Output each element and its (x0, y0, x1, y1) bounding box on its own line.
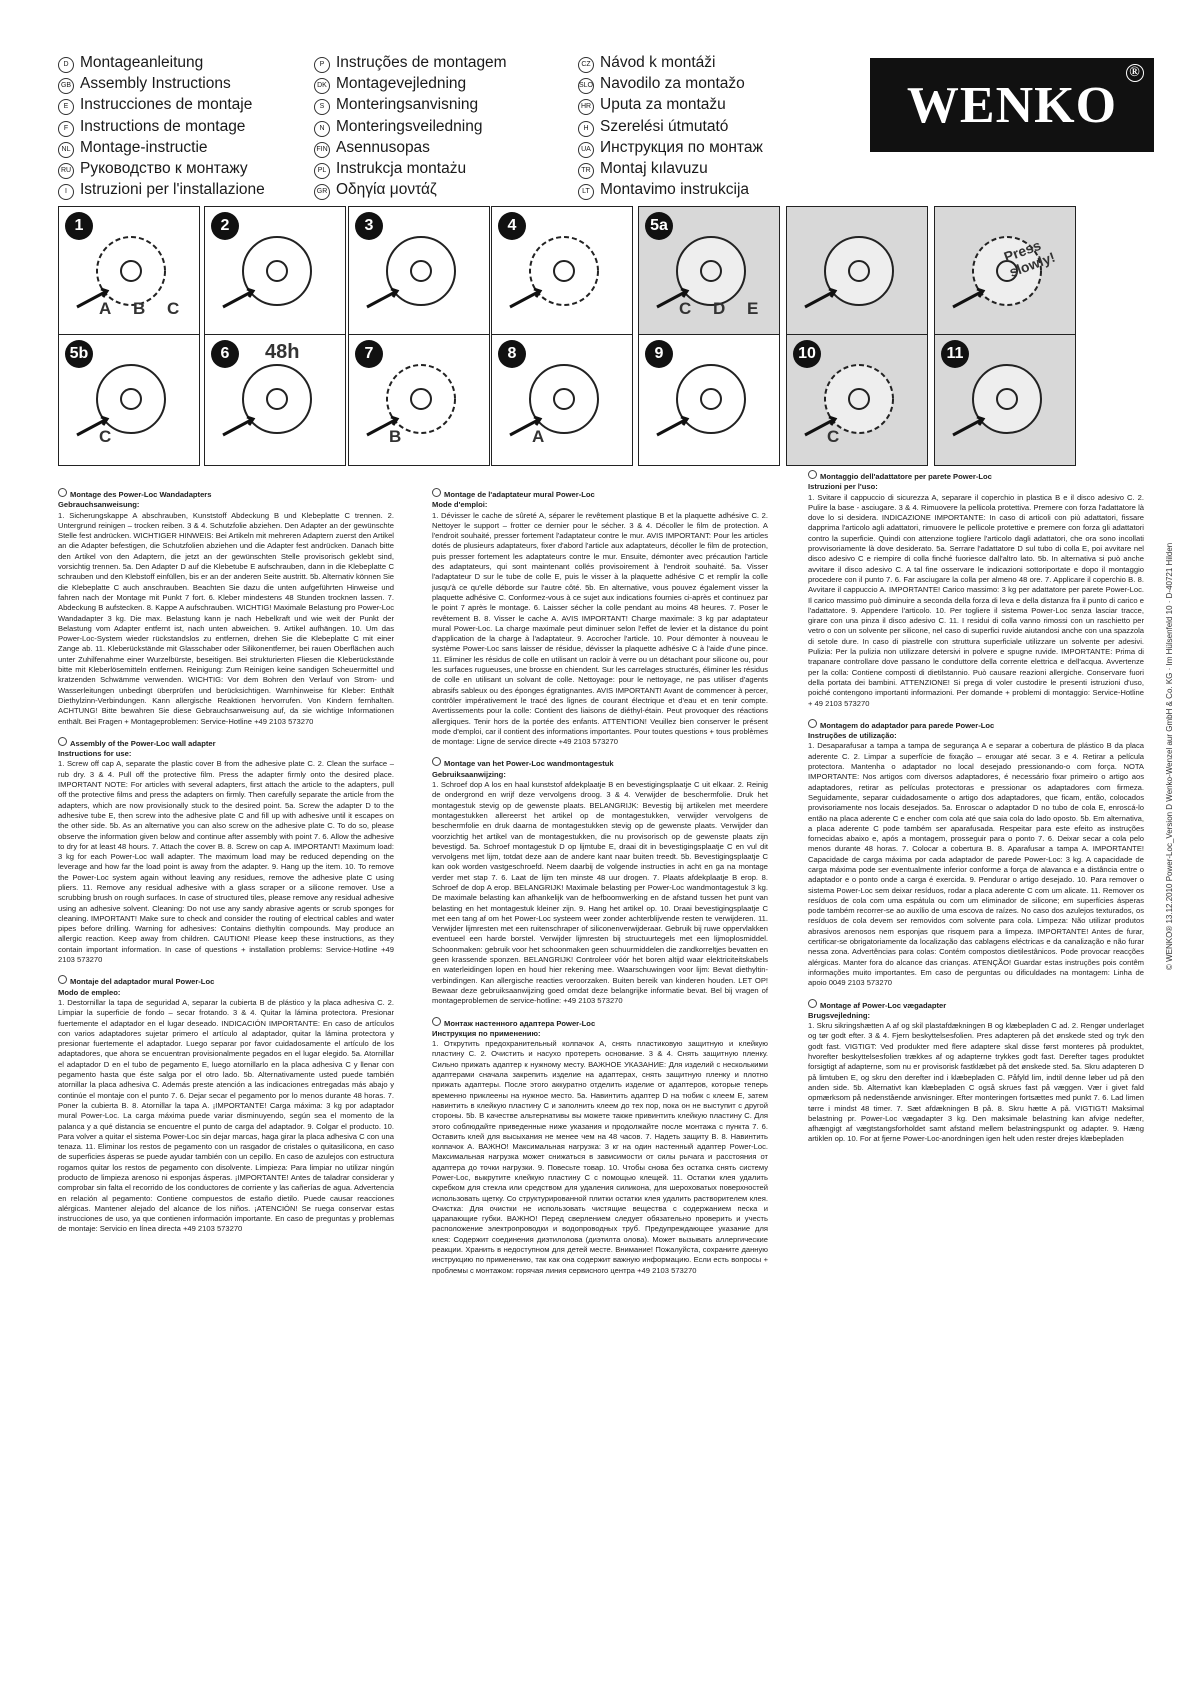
language-label: Monteringsanvisning (336, 96, 479, 114)
step-part-label: D (713, 299, 726, 318)
language-label: Montavimo instrukcija (600, 181, 750, 199)
language-label: Οδηγία μοντάζ (336, 181, 437, 199)
adapter-disc-shape (97, 237, 165, 305)
language-code-badge: LT (578, 184, 594, 200)
adapter-disc-shape (530, 365, 598, 433)
language-label: Návod k montáži (600, 54, 716, 71)
language-label: Navodilo za montažo (600, 75, 745, 93)
section-pt-title: Montagem do adaptador para parede Power-Loc (820, 720, 995, 730)
language-list-col3 (578, 52, 763, 200)
language-label: Asennusopas (336, 138, 430, 156)
step-illustration (934, 334, 1076, 466)
section-nl-subtitle: Gebruiksaanwijzing: (432, 769, 506, 779)
step-part-label: B (133, 299, 146, 318)
section-ru-subtitle: Инструкция по применению: (432, 1028, 541, 1038)
section-de-body: 1. Sicherungskappe A abschrauben, Kunststoff Abdeckung B und Klebeplatte C trennen. 2. Untergrund reinigen – trocken reiben. 3 & 4. Schutzfolie abziehen. Den Adapter an der gewünschte Stelle fest andrücken. WICHTIGER HINWEIS: Bei Artikeln mit mehreren Adaptern zuerst den Artikel an die Adapter befestigen, die Schutzfolien abziehen und die Adapter fest andrücken. Danach bitte den Artikel von den Adaptern, die jetzt an der gewünschten Stelle provisorisch geklebt sind, vorsichtig trennen. 5a. Den Adapter D auf die Klebetube E aufschrauben, dann in die Klebeplatte C schrauben und den Klebstoff einfüllen, bis er an der anderen Seite austritt. 5b. Alternativ können Sie die Klebeplatte C auch anschrauben. Beachten Sie dazu die unten aufgeführten Hinweise und fahren nach der Montage mit Punkt 7 fort. 6. Kleber mindestens 48 Stunden trocknen lassen. 7. Abdeckung B aufstecken. 8. Kappe A aufschrauben. WICHTIG! Maximale Belastung pro Power-Loc Wandadapter 3 kg. Die max. Belastung kann je nach Hebelkraft und wie weit der Punkt der Belastung vom Adapter entfernt ist, nach unten abweichen. 9. Artikel aufhängen. 10. Um das Power-Loc-System wieder rückstandslos zu entfernen, drehen Sie die Klebeplatte C mit einer Zange ab. 11. Kleberückstände mit Glasschaber oder Silikonentferner, bei rauen Oberflächen auch unter Zuhilfenahme einer Wurzelbürste, beseitigen. Bei strukturierten Fliesen die Kleberückstände bitte mit Kleberlösemitteln entfernen. Reinigung: Zum Reinigen keine sandigen Scheuermittel und kratzenden Schwämme verwenden. WICHTIG: Vor dem Bohren den Verlauf von Strom- und Wasserleitungen unbedingt überprüfen und berücksichtigen. Warnhinweise für Kleber: Enthält Diethylzinn-Verbindungen. Kann allergische Reaktionen hervorrufen. Von Kindern fernhalten. ACHTUNG! Bitte bewahren Sie diese Gebrauchsanweisung auf, da sie wichtige Informationen enthält. Bei Fragen + Montageproblemen: Service-Hotline +49 2103 573270 (58, 510, 394, 726)
language-entry (578, 73, 763, 94)
language-entry (314, 116, 507, 137)
step-part-label: Press slowly! (1001, 236, 1058, 281)
language-code-badge: CZ (578, 57, 594, 73)
language-label: Assembly Instructions (80, 75, 231, 93)
language-code-badge: I (58, 184, 74, 200)
step-illustration (204, 206, 346, 338)
language-label: Montageanleitung (80, 54, 204, 71)
language-code-badge: F (58, 121, 74, 137)
language-code-badge: HR (578, 99, 594, 115)
arrow-icon (367, 289, 397, 307)
section-gb-title: Assembly of the Power-Loc wall adapter (70, 738, 216, 748)
section-nl-body: 1. Schroef dop A los en haal kunststof afdekplaatje B en bevestigingsplaatje C uit elkaar. 2. Reinig de ondergrond en wrijf deze vervolgens droog. 3 & 4. Verwijder de beschermfolie. Druk het montagestuk stevig op de gewenste plaats. BELANGRIJK: Bevestig bij artikelen met meerdere montagestukken allereerst het artikel op de montagestukken, verwijder vervolgens de beschermfolie en druk daarna de montagestukken stevig op de gewenste plaats. Verwijder dan voorzichtig het artikel van de montagestukken, die nu provisorisch op de gewenste plaats zijn bevestigd. 5a. Schroef montagestuk D op lijmtube E, draai dit in bevestigingsplaatje C en vul dit vervolgens met lijm, totdat deze aan de andere kant naar buiten treedt. 5b. Bevestigingsplaatje C kan ook worden vastgeschroefd. Neem daarbij de volgende instructies in acht en ga na montage verder met stap 7. 6. Laat de lijm ten minste 48 uur drogen. 7. Plaats afdekplaatje B erop. 8. Schroef de dop A erop. BELANGRIJK! Maximale belasting per Power-Loc wandmontagestuk 3 kg. De maximale belasting kan afhankelijk van de hefboomwerking en de afstand tussen het punt van belasting en het montagestuk kleiner zijn. 9. Hang het artikel op. 10. Draai bevestigingsplaatje C met een tang af om het Power-Loc systeem weer zonder achterblijvende resten te verwijderen. 11. Verwijder lijmresten met een ruitenschraper of siliconenverwijderaar. Gebruik bij ruwe oppervlakken eventueel een harde borstel. Verwijder lijmresten bij structuurtegels met een lijmoplosmiddel. Schoonmaken: gebruik voor het schoonmaken geen schuurmiddelen die zandkorreltjes bevatten en geen krassende sponzen. BELANGRIJK! Controleer vóór het boren altijd waar elektriciteitskabels en waterleidingen lopen en houd hier rekening mee. Waarschuwingen voor lijm: Bevat diethyltin-verbindingen. Kan allergische reacties veroorzaken. Buiten bereik van kinderen houden. LET OP! Bewaar deze gebruiksaanwijzing goed omdat deze belangrijke informatie bevat. Bel bij vragen of montageproblemen de service-hotline: +49 2103 573270 (432, 780, 768, 1006)
step-part-label: C (99, 427, 112, 446)
step-number: 4 (498, 212, 526, 240)
language-label: Instrucciones de montaje (80, 96, 253, 114)
language-code-badge: PL (314, 163, 330, 179)
side-footer-text: © WENKO® 13.12.2010 Power-Loc_Version D Wenko-Wenzel aur GmbH & Co. KG · Im Hülsenfeld 10 · D-40721 Hilden (1165, 542, 1174, 970)
language-label: Руководство к монтажу (80, 160, 248, 178)
section-pt (808, 719, 1144, 989)
language-entry (578, 137, 763, 158)
step-illustration (786, 206, 928, 338)
step-illustration (934, 206, 1076, 338)
language-code-badge: H (578, 121, 594, 137)
section-ru (432, 1017, 768, 1276)
step-drawing (935, 207, 1075, 327)
section-de (58, 488, 394, 727)
language-code-badge: S (314, 99, 330, 115)
language-label: Montaj kılavuzu (600, 160, 708, 178)
section-fr (432, 488, 768, 747)
step-part-label: E (747, 299, 759, 318)
step-illustration (58, 334, 200, 466)
language-code-badge: DK (314, 78, 330, 94)
language-code-badge: D (58, 57, 74, 73)
section-es-title: Montaje del adaptador mural Power-Loc (70, 977, 215, 987)
language-entry (578, 94, 763, 115)
adapter-disc-shape (530, 237, 598, 305)
step-number: 5a (645, 212, 673, 240)
arrow-icon (805, 289, 835, 307)
language-entry (314, 179, 507, 200)
language-label: Montage-instructie (80, 138, 208, 156)
step-part-label: C (679, 299, 692, 318)
language-entry (58, 52, 265, 73)
step-number: 7 (355, 340, 383, 368)
arrow-icon (953, 417, 983, 435)
language-label: Szerelési útmutató (600, 117, 729, 135)
wenko-logo (870, 58, 1154, 152)
section-nl-title: Montage van het Power-Loc wandmontagestuk (444, 759, 614, 769)
language-entry (58, 116, 265, 137)
step-illustration (491, 334, 633, 466)
step-drawing (787, 207, 927, 327)
section-es-body: 1. Destornillar la tapa de seguridad A, separar la cubierta B de plástico y la placa adhesiva C. 2. Limpiar la superficie de fondo – secar frotando. 3 & 4. Quitar la lámina protectora. Presionar fuertemente el adaptador en el lugar deseado. INDICACIÓN IMPORTANTE: En caso de artículos con varios adaptadores sujetar primero el artículo al adaptador, quitar la lámina protectora y presionar fuertemente el adaptador. Luego separar por favor cuidadosamente el artículo de los adaptadores, que ahora se encuentran provisionalmente pegados en el lugar elegido. 5a. Atornillar el adaptador D en el tubo de pegamento E, luego atornillarlo en la placa adhesiva C y llenar con pegamento hasta que éste salga por el otro lado. 5b. Alternativamente usted puede también atornillar la placa adhesiva C. Además preste atención a las indicaciones entregadas más abajo y continúe el montaje con el punto 7. 6. Dejar secar el pegamento por lo menos durante 48 horas. 7. Poner la cubierta B. 8. Atornillar la tapa A. ¡IMPORTANTE! Carga máxima: 3 kg por adaptador mural Power-Loc. La carga máxima puede variar disminuyendo, según sea el momento de la palanca y a qué distancia se encuentre el punto de carga del adaptador. 9. Colgar el producto. 10. Para volver a quitar el sistema Power-Loc sin dejar marcas, haga girar la placa adhesiva C con una tenaza. 11. Eliminar los restos de pegamento con un rasgador de cristales o quitasilicona, en caso de superficies ásperas se puede ayudar también con un cepillo. En caso de azulejos con estructura rogamos quitar los restos de pegamento con disolvente. Limpieza: Para limpiar no utilizar ningún producto de limpieza arenoso ni esponjas ásperas. ¡IMPORTANTE! Antes de taladrar considerar y comprobar sin falta el recorrido de los conductores de corriente y las cañerías de agua. Advertencia en relación al pegamento: Contiene compuestos de estaño dietilo. Puede causar reacciones alérgicas. Mantener alejado del alcance de los niños. ¡ATENCIÓN! Se ruega conservar estas instrucciones de uso, ya que contienen información importante. En caso de preguntas y problemas de montaje: Servicio en línea directa +49 2103 573270 (58, 997, 394, 1234)
section-fr-subtitle: Mode d'emploi: (432, 500, 488, 510)
language-entry (578, 158, 763, 179)
step-number: 1 (65, 212, 93, 240)
language-label: Istruzioni per l'installazione (80, 181, 265, 199)
adapter-disc-shape (677, 365, 745, 433)
step-number: 10 (793, 340, 821, 368)
step-illustration (348, 334, 490, 466)
step-illustration (58, 206, 200, 338)
language-label: Montagevejledning (336, 75, 467, 93)
language-list-col1 (58, 52, 265, 200)
language-code-badge: RU (58, 163, 74, 179)
step-illustration (348, 206, 490, 338)
step-illustration (638, 206, 780, 338)
language-code-badge: GB (58, 78, 74, 94)
language-entry (578, 179, 763, 200)
arrow-icon (223, 417, 253, 435)
language-entry (578, 52, 763, 73)
section-it-body: 1. Svitare il cappuccio di sicurezza A, separare il coperchio in plastica B e il disco adesivo C. 2. Pulire la base - asciugare. 3 & 4. Rimuovere la pellicola protettiva. Premere con forza l'adattatore là dove lo si desidera. INDICAZIONE IMPORTANTE: In caso di articoli con più adattatori, fissare dapprima l'articolo agli adattatori, rimuovere le pellicole protettive e premere con forza gli adattatori contro la superficie. Quindi con attenzione togliere l'articolo dagli adattatori, che ora sono incollati provvisoriamente là dove desiderato. 5a. Serrare l'adattatore D sul tubo di colla E, poi avvitare nel disco adesivo C e riempire di colla finché fuoriesce dall'altro lato. 5b. In alternativa si può anche avvitare il disco adesivo C. A tal fine osservare le indicazioni sottoriportate e dopo il montaggio procedere con il punto 7. 6. Far asciugare la colla per almeno 48 ore. 7. Applicare il coperchio B. 8. Avvitare il cappuccio A. IMPORTANTE! Carico massimo: 3 kg per adattatore per parete Power-Loc. Il carico massimo può diminuire a seconda della forza di leva e della distanza fra il punto di carico e l'adattatore. 9. Appendere l'articolo. 10. Per togliere il sistema Power-Loc senza lasciar tracce, girare con una pinza il disco adesivo C. 11. I residui di colla vanno rimossi con un raschietto per vetro o con un solvente per silicone, nel caso di superfici ruvide aiutandosi anche con una spazzola di setole dure. In caso di piastrelle con struttura superficiale utilizzare un solvente per adesivi. Pulizia: Per la pulizia non utilizzare detersivi in polvere e spugne ruvide. IMPORTANTE: Prima di trapanare controllare dove passano le conduttore della corrente elettrica e dell'acqua. Avvertenze per la colla: Contiene composti di dietilstannio. Può causare reazioni allergiche. Conservare fuori della portata dei bambini. ATTENZIONE! Si prega di voler custodire le presenti istruzioni d'uso, poiché contengono importanti informazioni. Per domande + problemi di montaggio: Service-Hotline + 49 2103 573270 (808, 492, 1144, 708)
section-es-subtitle: Modo de empleo: (58, 987, 121, 997)
section-nl (432, 757, 768, 1006)
step-illustration (204, 334, 346, 466)
language-list-col2 (314, 52, 507, 200)
step-illustration (786, 334, 928, 466)
language-label: Instruções de montagem (336, 54, 507, 71)
language-entry (314, 52, 507, 73)
language-label: Monteringsveiledning (336, 117, 483, 135)
section-it (808, 470, 1144, 709)
section-ru-title: Монтаж настенного адаптера Power-Loc (444, 1018, 596, 1028)
language-label: Instrukcja montażu (336, 160, 467, 178)
section-it-title: Montaggio dell'adattatore per parete Power-Loc (820, 472, 992, 481)
step-number: 9 (645, 340, 673, 368)
arrow-icon (657, 417, 687, 435)
language-code-badge: SLO (578, 78, 594, 94)
step-illustration (491, 206, 633, 338)
adapter-disc-shape (825, 237, 893, 305)
text-column-1 (58, 488, 394, 1245)
step-number: 3 (355, 212, 383, 240)
language-label: Uputa za montažu (600, 96, 726, 114)
language-code-badge: GR (314, 184, 330, 200)
section-de-subtitle: Gebrauchsanweisung: (58, 500, 140, 510)
language-entry (58, 137, 265, 158)
language-code-badge: E (58, 99, 74, 115)
step-part-label: C (827, 427, 840, 446)
language-entry (314, 73, 507, 94)
text-column-3 (808, 470, 1144, 1155)
language-entry (578, 116, 763, 137)
step-part-label: B (389, 427, 402, 446)
step-number: 8 (498, 340, 526, 368)
language-label: Инструкция по монтаж (600, 138, 763, 156)
section-es (58, 975, 394, 1234)
arrow-icon (223, 289, 253, 307)
text-column-2 (432, 488, 768, 1286)
arrow-icon (510, 289, 540, 307)
step-number: 2 (211, 212, 239, 240)
language-entry (58, 179, 265, 200)
adapter-disc-shape (825, 365, 893, 433)
adapter-disc-shape (387, 237, 455, 305)
language-code-badge: N (314, 121, 330, 137)
section-dk (808, 999, 1144, 1145)
section-dk-body: 1. Skru sikringshætten A af og skil plastafdækningen B og klæbepladen C ad. 2. Rengør underlaget og tør godt efter. 3 & 4. Fjern beskyttelsesfolien. Pres adapteren på det ønskede sted og tryk den godt fast. VIGTIGT: Ved produkter med flere adaptere skal disse først monteres på produktet, hvorefter beskyttelsesfolien trækkes af og adapterne trykkes godt fast. Derefter tages produktet forsigtigt af adapterne, som nu er provisorisk fastklæbet på det ønskede sted. 5a. Skru adapteren D på limtuben E, og skru den derefter ind i klæbepladen C. Påfyld lim, indtil denne løber ud på den anden side. 5b. Alternativt kan klæbepladen C også skrues fast på væggen. Vær i givet fald opmærksom på nedenstående anvisninger. Efter monteringen fortsættes med punkt 7. 6. Lad limen tørre i mindst 48 timer. 7. Sæt afdækningen B på. 8. Skru hætte A på. VIGTIGT! Maksimal belastning pr. Power-Loc vægadapter 3 kg. Den maksimale belastning kan afvige nedefter, afhængigt af vægtstangsforholdet samt afstand mellem belastningspunkt og adapter. 9. Hæng artiklen op. 10. For at fjerne Power-Loc-anordningen igen helt uden rester drejes klæbepladen (808, 1021, 1144, 1144)
section-fr-body: 1. Dévisser le cache de sûreté A, séparer le revêtement plastique B et la plaquette adhésive C. 2. Nettoyer le support – frotter ce dernier pour le sécher. 3 & 4. Décoller le film de protection. A l'endroit souhaité, presser fortement l'adaptateur contre le mur. AVIS IMPORTANT: Pour les articles dotés de plusieurs adaptateurs, fixer d'abord l'article aux adaptateurs, décoller le film de protection, puis presser fortement les adaptateurs contre le mur. Ensuite, démonter avec précaution l'article des adaptateurs, qui sont maintenant collés provisoirement à l'endroit souhaité. 5a. Visser l'adaptateur D sur le tube de colle E, puis le visser à la plaquette adhésive C et remplir la colle jusqu'à ce qu'elle déborde sur l'autre côté. 5b. En alternative, vous pouvez également visser la plaquette adhésive C. Conformez-vous à ce sujet aux indications fournies ci-après et continuez par le point 7 après le montage. 6. Laisser sécher la colle pendant au moins 48 heures. 7. Poser le revêtement B. 8. Visser le cache A. AVIS IMPORTANT! Charge maximale: 3 kg par adaptateur mural Power-Loc. La charge maximale peut diminuer selon l'effet de levier et la distance du point d'application de la charge à l'adaptateur. 9. Accrocher l'article. 10. Pour démonter à nouveau le système Power-Loc sans laisser de résidue, dévisser la plaquette adhésive C à l'aide d'une pince. 11. Eliminer les résidus de colle en utilisant un racloir à verre ou un détachant pour silicone ou, pour les surfaces rugueuses, une brosse en chiendent. Sur les carrelages structurés, éliminer les résidus de colle en utilisant un solvant de colle. Nettoyage: pour le nettoyage, ne pas utiliser d'agents abrasifs sableux ou des éponges égratignantes. AVIS IMPORTANT! Avant de commencer à percer, contrôler impérativement le tracé des lignes de courant électrique et d'eau et en tenir compte. Avertissements pour la colle: Contient des liaisons de diéthyl-étain. Peut provoquer des réactions allergiques. Tenir hors de la portée des enfants. ATTENTION! Veuillez bien conserver le présent mode d'emploi, car il contient des informations importantes. Pour toutes questions + tous problèmes de montage: Ligne de service directe +49 2103 573270 (432, 510, 768, 747)
language-code-badge: UA (578, 142, 594, 158)
step-part-label: A (99, 299, 112, 318)
section-it-subtitle: Istruzioni per l'uso: (808, 482, 878, 492)
language-code-badge: FIN (314, 142, 330, 158)
section-pt-body: 1. Desaparafusar a tampa a tampa de segurança A e separar a cobertura de plástico B da placa aderente C. 2. Limpar a superfície de fixação – enxugar até secar. 3 e 4. Retirar a película protectora. Mantenha o adaptador no local desejado pressionando-o com força. NOTA IMPORTANTE: Nos artigos com diversos adaptadores, é necessário fixar primeiro o artigo aos adaptadores, retirar as películas protectoras e pressionar os adaptadores com firmeza. Seguidamente, separar cuidadosamente o artigo dos adaptadores, que ficam, então, colocados provisoriamente nos locais desejados. 5a. Enroscar o adaptador D no tubo de cola E, enroscá-lo então na placa aderente C e encher com cola até que saia cola do lado oposto. 5b. Em alternativa, a placa aderente C pode também ser aparafusada. Respeitar para este efeito as instruções fornecidas abaixo e, após a montagem, prosseguir para o ponto 7. 6. Deixar secar a cola pelo menos durante 48 horas. 7. Colocar a cobertura B. 8. Aparafusar a tampa A. IMPORTANTE! Capacidade de carga máxima por cada adaptador de parede Power-Loc: 3 kg. A capacidade de carga máxima pode ser eventualmente inferior conforme a força de alavanca e a distância entre o adaptador e o ponto onde a carga é exercida. 9. Pendurar o artigo desejado. 10. Para remover o sistema Power-Loc sem deixar resíduos, rodar a placa aderente C com um alicate. 11. Remover os resíduos de cola com uma espátula ou com um eliminador de silicone; em superfícies ásperas pode também recorrer-se ao auxílio de uma escova de raízes. No caso dos azulejos texturados, os resíduos de cola devem ser removidos com solvente para cola. Limpeza: Não utilizar produtos abrasivos arenosos nem esponjas que risquem para a limpeza. IMPORTANTE! Antes de furar, certificar-se obrigatoriamente da localização das cablagens eléctricas e da canalização e não furar nessa zona. Advertências para colas: Contém compostos dietilestânicos. Pode provocar reacções alérgicas. Manter fora do alcance das crianças. ATENÇÃO! Guardar estas instruções pois contêm informações muito importantes. Em caso de perguntas ou dificuldades na montagem: Linha de apoio 0049 2103 573270 (808, 741, 1144, 988)
language-entry (58, 73, 265, 94)
language-entry (314, 137, 507, 158)
language-code-badge: P (314, 57, 330, 73)
language-entry (314, 94, 507, 115)
adapter-disc-shape (97, 365, 165, 433)
language-code-badge: TR (578, 163, 594, 179)
step-illustration (638, 334, 780, 466)
registered-mark: ® (1126, 64, 1144, 82)
adapter-disc-shape (243, 237, 311, 305)
adapter-disc-shape (973, 365, 1041, 433)
step-number: 5b (65, 340, 93, 368)
step-number: 6 (211, 340, 239, 368)
adapter-disc-shape (677, 237, 745, 305)
logo-text: WENKO (906, 76, 1118, 134)
adapter-disc-shape (243, 365, 311, 433)
section-dk-subtitle: Brugsvejledning: (808, 1010, 871, 1020)
section-dk-title: Montage af Power-Loc vægadapter (820, 1000, 947, 1010)
language-entry (314, 158, 507, 179)
step-part-label: 48h (265, 341, 300, 363)
language-entry (58, 158, 265, 179)
arrow-icon (953, 289, 983, 307)
language-code-badge: NL (58, 142, 74, 158)
step-part-label: A (532, 427, 545, 446)
section-fr-title: Montage de l'adaptateur mural Power-Loc (444, 490, 595, 499)
step-part-label: C (167, 299, 180, 318)
language-entry (58, 94, 265, 115)
section-gb-body: 1. Screw off cap A, separate the plastic cover B from the adhesive plate C. 2. Clean the surface – rub dry. 3 & 4. Pull off the protective film. Press the adapter firmly onto the desired place. IMPORTANT NOTE: For articles with several adapters, first attach the article to the adapters, pull off the protective films and press the adapters on firmly. Then carefully separate the article from the adapters, which are now provisionally stuck to the desired point. 5a. Screw the adapter D to the adhesive tube E, then screw into the adhesive plate C and fill up with adhesive until it escapes on the other side. 5b. As an alternative you can also screw on the adhesive plate C. To do so, please observe the information given below and continue after assembly with point 7. 6. Allow the adhesive to dry for at least 48 hours. 7. Attach the cover B. 8. Screw on cap A. IMPORTANT! Maximum load: 3 kg for each Power-Loc wall adapter. The maximum load may be reduced depending on the leverage and how far the load point is away from the adapter. 9. Hang up the item. 10. To remove the Power-Loc system again without leaving any residues, remove the adhesive plate C using pliers. 11. Remove any residual adhesive with a glass scraper or a silicone remover. Use a scrubbing brush on rough surfaces. In case of structured tiles, please remove any residual adhesive using an adhesive solvent. Cleaning: Do not use any sandy abrasive agents or scrub sponges for cleaning. IMPORTANT! Make sure to check and consider the routing of electrical cables and water pipes before drilling. Warning for adhesives: Contains diethyltin compounds. May produce an allergic reaction. Keep away from children. CAUTION! Please keep these instructions, as they contain important information. In case of questions + installation problems: Service-Hotline +49 2103 573270 (58, 759, 394, 965)
section-gb (58, 737, 394, 966)
section-gb-subtitle: Instructions for use: (58, 749, 132, 759)
section-ru-body: 1. Открутить предохранительный колпачок А, снять пластиковую защитную и клейкую пластину С. 2. Очистить и насухо протереть основание. 3 & 4. Снять защитную пленку. Сильно прижать адаптер к нужному месту. ВАЖНОЕ УКАЗАНИЕ: Для изделий с несколькими адаптерами сначала закрепить изделие на адаптерах, снять защитную пленку и плотно прижать адаптеры. После этого аккуратно отделить изделие от адаптеров, которые теперь временно приклеены на нужное место. 5a. Навинтить адаптер D на тюбик с клеем E, затем навинтить в клейкую пластину С и заполнить клеем до тех пор, пока он не выступит с другой стороны. 5b. В качестве альтернативы вы можете также привинтить клейкую пластину С. Для этого соблюдайте приведенные ниже указания и продолжайте после монтажа с пункта 7. 6. Оставить клей для высыхания не менее чем на 48 часов. 7. Надеть защиту B. 8. Навинтить колпачок А. ВАЖНО! Максимальная нагрузка: 3 кг на один настенный адаптер Power-Loc. Максимальная нагрузка может снижаться в зависимости от силы рычага и расстояния от адаптера до точки нагрузки. 9. Повесьте товар. 10. Чтобы снова без остатка снять систему Power-Loc, выкрутите клейкую пластину С с помощью клещей. 11. Остатки клея удалить скребком для стекла или средством для удаления силикона, для шероховатых поверхностей использовать щетку. Со структурированной плитки остатки клея удалить растворителем клея. Очистка: Для очистки не использовать чистящие вещества с содержанием песка и царапающие губки. ВАЖНО! Перед сверлением следует обязательно проверить и учесть расположение электропроводки и водопроводных труб. Предупреждающее указание для клея: Содержит соединения диэтилолова (диэтилта олова). Может вызывать аллергические реакции. Хранить в недоступном для детей месте. Внимание! Пожалуйста, сохраните данную инструкцию по применению, так как она содержит важную информацию. Если есть вопросы + проблемы с монтажом: горячая линия сервисного центра +49 2103 573270 (432, 1039, 768, 1275)
language-label: Instructions de montage (80, 117, 246, 135)
step-number: 11 (941, 340, 969, 368)
section-pt-subtitle: Instruções de utilização: (808, 731, 897, 741)
adapter-disc-shape (387, 365, 455, 433)
section-de-title: Montage des Power-Loc Wandadapters (70, 490, 212, 499)
